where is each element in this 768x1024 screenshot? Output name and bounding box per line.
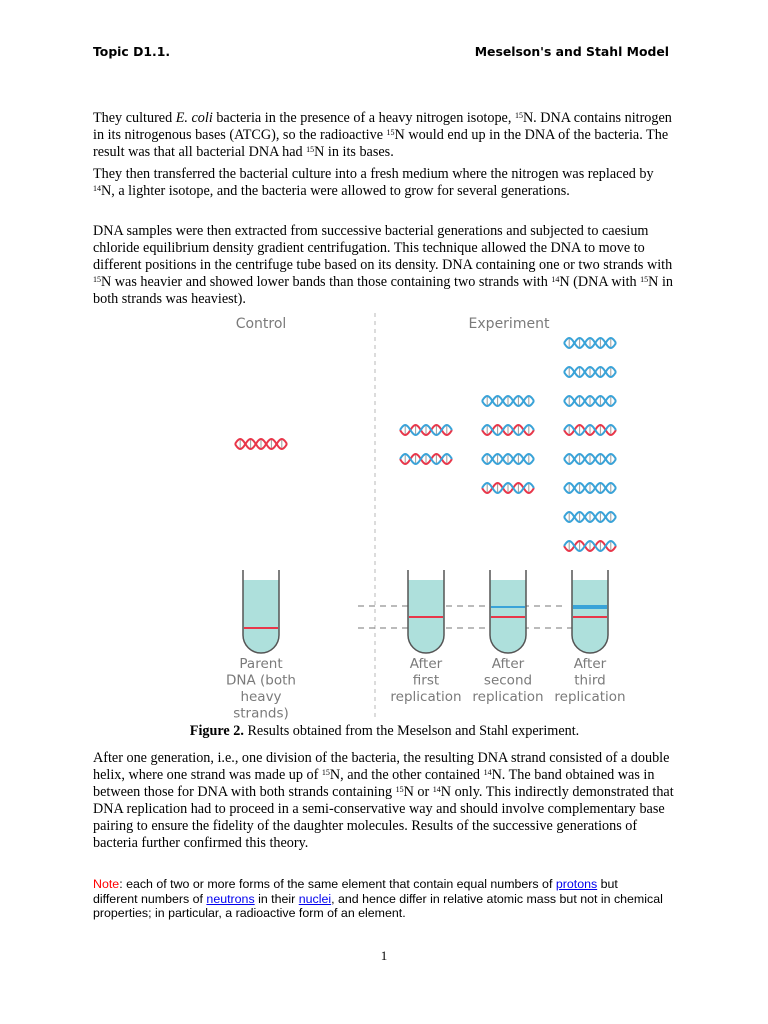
helix-gen3-8 (564, 541, 616, 551)
tube-label-parent-1: DNA (both (226, 672, 296, 689)
helix-gen3-7 (564, 512, 616, 522)
figure-drawing (93, 308, 676, 723)
page-header (93, 44, 669, 59)
helix-gen3-4 (564, 425, 616, 435)
tube-third (572, 570, 608, 653)
helix-gen3-3 (564, 396, 616, 406)
page-number: 1 (380, 948, 388, 963)
paragraph-3: DNA samples were then extracted from successive bacterial generations and subjected to caesium chloride equilibrium density gradient centrifugation. This technique allowed the DNA to move to different positions in the centrifuge tube based on its density. DNA containing one or two strands with $^{15}$N was heavier and showed lower bands than those containing two strands with $^{14}$N (DNA with $^{15}$N in both strands was heaviest). (93, 223, 673, 307)
header-topic: Topic D1.1. (93, 44, 171, 59)
tube-label-third-2: replication (554, 689, 626, 705)
tube-label-parent-0: Parent (239, 656, 283, 672)
helix-gen3-1 (564, 338, 616, 348)
note-label: Note (93, 877, 120, 891)
tube-label-second-1: second (483, 672, 533, 689)
helix-parent (235, 439, 287, 449)
helix-gen3-6 (564, 483, 616, 493)
note-box: Note: each of two or more forms of the same element that contain equal numbers of protons but different numbers of neutrons in their nuclei, and hence differ in relative atomic mass but not in chemical properties; in particular, a radioactive form of an element. (93, 877, 663, 920)
helix-gen2-2 (482, 425, 534, 435)
control-label: Control (235, 316, 287, 332)
tube-label-first-2: replication (390, 689, 462, 705)
paragraph-4: After one generation, i.e., one division of the bacteria, the resulting DNA strand consisted of a double helix, where one strand was made up of $^{15}$N, and the other contained $^{14}$N. The band obtained was in between those for DNA with both strands containing $^{15}$N or $^{14}$N only. This indirectly demonstrated that DNA replication had to proceed in a semi-conservative way and should involve complementary base pairing to ensure the fidelity of the daughter molecules. Results of the successive generations of bacteria further confirmed this theory. (93, 750, 674, 851)
tube-label-group (226, 656, 626, 722)
neutrons-link[interactable]: neutrons (206, 891, 255, 906)
tube-group (243, 570, 608, 653)
tube-label-first-0: After (409, 656, 443, 672)
tube-label-second-2: replication (472, 689, 544, 705)
tube-first (408, 570, 444, 653)
helix-gen3-5 (564, 454, 616, 464)
tube-label-parent-3: strands) (233, 705, 289, 722)
tube-label-parent-2: heavy (240, 689, 282, 705)
nuclei-link[interactable]: nuclei (298, 891, 332, 906)
tube-parent (243, 570, 279, 653)
species-name: E. coli (175, 110, 213, 126)
helix-group (235, 338, 616, 551)
tube-label-second-0: After (491, 656, 525, 672)
helix-gen1-1 (400, 425, 452, 435)
tube-label-first-1: first (412, 672, 440, 689)
paragraph-2: They then transferred the bacterial culture into a fresh medium where the nitrogen was replaced by $^{14}$N, a lighter isotope, and the bacteria were allowed to grow for several generations. (93, 166, 654, 199)
helix-gen2-3 (482, 454, 534, 464)
tube-label-third-1: third (574, 672, 606, 689)
tube-label-third-0: After (573, 656, 607, 672)
tube-second (490, 570, 526, 653)
protons-link[interactable]: protons (555, 877, 598, 891)
helix-gen3-2 (564, 367, 616, 377)
helix-gen2-1 (482, 396, 534, 406)
helix-gen2-4 (482, 483, 534, 493)
meselson-stahl-figure (93, 308, 676, 723)
paragraph-1: They cultured E. coli bacteria in the presence of a heavy nitrogen isotope, $^{15}$N. DNA contains nitrogen in its nitrogenous bases (ATCG), so the radioactive $^{15}$N would end up in the DNA of the bacteria. The result was that all bacterial DNA had $^{15}$N in its bases. (93, 110, 672, 160)
header-title: Meselson's and Stahl Model (474, 44, 669, 59)
figure-caption: Figure 2. Results obtained from the Meselson and Stahl experiment. (189, 723, 580, 739)
helix-gen1-2 (400, 454, 452, 464)
caption-label: Figure 2. (189, 723, 244, 739)
experiment-label: Experiment (468, 316, 550, 332)
